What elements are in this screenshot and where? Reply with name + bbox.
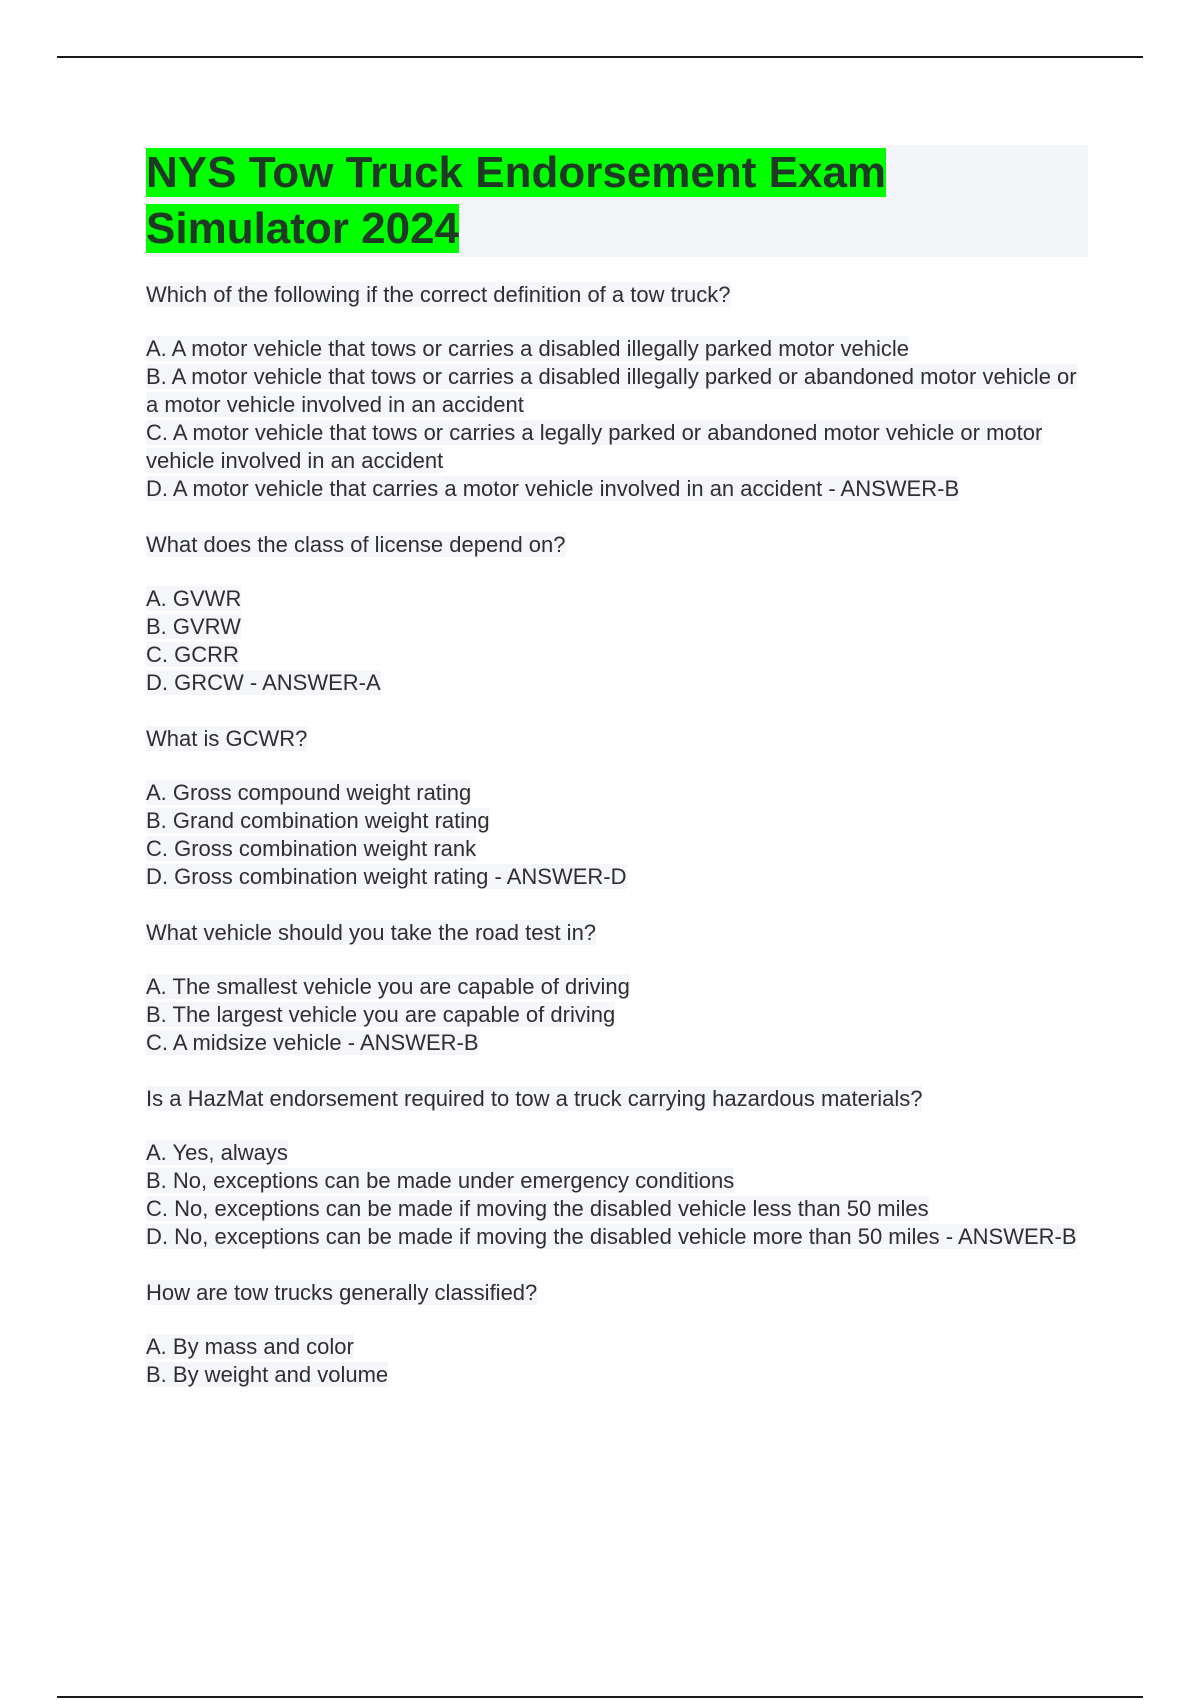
option: B. GVRW xyxy=(146,614,241,639)
question-block xyxy=(146,1279,1091,1389)
title-block xyxy=(146,145,1088,257)
option-answer: C. A midsize vehicle - ANSWER-B xyxy=(146,1030,479,1055)
option: A. Gross compound weight rating xyxy=(146,780,472,805)
option: B. By weight and volume xyxy=(146,1362,389,1387)
option: B. No, exceptions can be made under emergency conditions xyxy=(146,1168,735,1193)
options-list xyxy=(146,973,1091,1057)
document-title xyxy=(146,145,1088,257)
title-line-2: Simulator 2024 xyxy=(146,204,460,253)
question-block xyxy=(146,725,1091,891)
question-text: Is a HazMat endorsement required to tow a truck carrying hazardous materials? xyxy=(146,1086,923,1111)
question-block xyxy=(146,531,1091,697)
option: B. The largest vehicle you are capable of driving xyxy=(146,1002,616,1027)
question-block xyxy=(146,281,1091,503)
question-text: What vehicle should you take the road test in? xyxy=(146,920,597,945)
option: C. Gross combination weight rank xyxy=(146,836,477,861)
option: A. GVWR xyxy=(146,586,242,611)
title-line-1: NYS Tow Truck Endorsement Exam xyxy=(146,148,887,197)
option: C. A motor vehicle that tows or carries a legally parked or abandoned motor vehicle or motor vehicle involved in an accident xyxy=(146,420,1043,473)
options-list xyxy=(146,585,1091,697)
option-answer: D. Gross combination weight rating - ANSWER-D xyxy=(146,864,627,889)
option-answer: D. GRCW - ANSWER-A xyxy=(146,670,381,695)
option: A. By mass and color xyxy=(146,1334,354,1359)
question-text: Which of the following if the correct definition of a tow truck? xyxy=(146,282,731,307)
option: A. A motor vehicle that tows or carries a disabled illegally parked motor vehicle xyxy=(146,336,910,361)
question-block xyxy=(146,919,1091,1057)
option-answer: D. A motor vehicle that carries a motor vehicle involved in an accident - ANSWER-B xyxy=(146,476,960,501)
document-body xyxy=(146,145,1091,1417)
options-list xyxy=(146,779,1091,891)
top-rule xyxy=(57,56,1143,58)
option: C. No, exceptions can be made if moving the disabled vehicle less than 50 miles xyxy=(146,1196,929,1221)
option: B. A motor vehicle that tows or carries a disabled illegally parked or abandoned motor vehicle or a motor vehicle involved in an accident xyxy=(146,364,1077,417)
options-list xyxy=(146,1333,1091,1389)
option: A. Yes, always xyxy=(146,1140,288,1165)
options-list xyxy=(146,335,1091,503)
question-text: What does the class of license depend on? xyxy=(146,532,566,557)
options-list xyxy=(146,1139,1091,1251)
option-answer: D. No, exceptions can be made if moving the disabled vehicle more than 50 miles - ANSWER-B xyxy=(146,1224,1077,1249)
option: B. Grand combination weight rating xyxy=(146,808,490,833)
option: C. GCRR xyxy=(146,642,239,667)
option: A. The smallest vehicle you are capable of driving xyxy=(146,974,630,999)
question-text: How are tow trucks generally classified? xyxy=(146,1280,538,1305)
question-block xyxy=(146,1085,1091,1251)
question-text: What is GCWR? xyxy=(146,726,308,751)
bottom-rule xyxy=(57,1696,1143,1698)
